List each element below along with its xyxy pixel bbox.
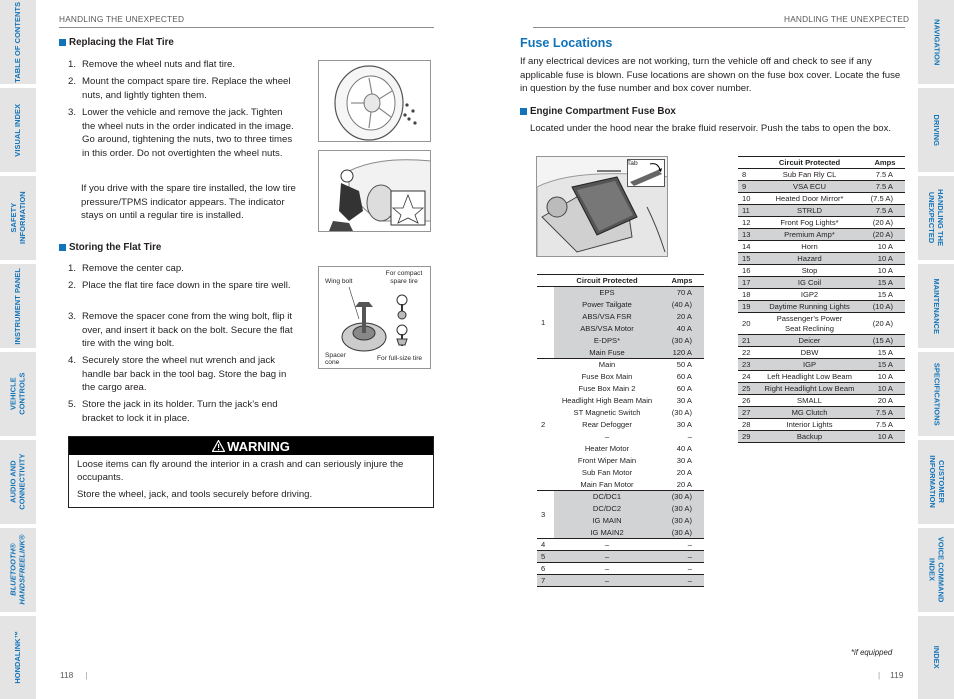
fuse-number: 17 <box>738 277 754 289</box>
amps-cell: – <box>687 564 692 573</box>
circuit-cell: Front Wiper Main <box>577 456 637 465</box>
amps-cell: 30 A <box>676 420 692 429</box>
tab-index[interactable] <box>918 616 954 699</box>
amps-cell: 40 A <box>660 323 704 335</box>
tab-label: HONDALINK™ <box>12 631 22 684</box>
fuse-number: 1 <box>537 287 554 359</box>
table-row <box>738 313 905 335</box>
circuit-cell: Left Headlight Low Beam <box>767 372 852 381</box>
table-row <box>738 335 905 347</box>
circuit-cell: EPS <box>554 287 660 299</box>
table-row <box>537 539 704 551</box>
amps-cell: (20 A) <box>872 319 893 328</box>
amps-cell: – <box>660 551 704 563</box>
table-row <box>537 491 704 503</box>
table-header <box>738 157 754 169</box>
table-row <box>738 253 905 265</box>
table-row <box>537 503 704 515</box>
wing-bolt-illustration <box>318 266 431 369</box>
table-row <box>738 431 905 443</box>
fuse-number: 16 <box>742 266 751 275</box>
circuit-cell: Horn <box>801 242 818 251</box>
amps-cell: 7.5 A <box>865 407 905 419</box>
amps-cell: (20 A) <box>872 218 893 227</box>
tab-label: AUDIO AND CONNECTIVITY <box>8 453 27 511</box>
full-size-label: For full-size tire <box>377 355 423 362</box>
circuit-cell: Main <box>598 360 616 370</box>
table-row <box>537 311 704 323</box>
fuse-number: 25 <box>738 383 754 395</box>
amps-cell: 15 A <box>865 359 905 371</box>
amps-cell: (20 A) <box>865 229 905 241</box>
tab-label: MAINTENANCE <box>932 278 942 334</box>
circuit-cell: DBW <box>800 348 819 357</box>
list-item: 1. Remove the center cap. <box>68 263 184 274</box>
tab-visual-index[interactable] <box>0 88 36 172</box>
amps-cell: (30 A) <box>660 527 704 539</box>
fuse-number: 11 <box>738 205 754 217</box>
list-item: 2. Mount the compact spare tire. Replace the wheel nuts, and lightly tighten them. <box>68 76 291 101</box>
bullet-square-icon <box>59 244 66 251</box>
tab-audio-connectivity[interactable] <box>0 440 36 524</box>
circuit-cell: IGP <box>754 359 865 371</box>
circuit-cell: IG MAIN2 <box>554 527 660 539</box>
circuit-cell: ST Magnetic Switch <box>573 408 641 417</box>
table-row <box>537 467 704 479</box>
amps-cell: 7.5 A <box>875 170 893 179</box>
fuse-number: 29 <box>738 431 754 443</box>
tab-label: SPECIFICATIONS <box>932 362 942 426</box>
running-head-right: HANDLING THE UNEXPECTED <box>784 14 910 24</box>
amps-cell: 7.5 A <box>865 205 905 217</box>
amps-cell: 40 A <box>676 444 692 453</box>
divider <box>59 27 434 28</box>
circuit-cell: Passenger’s Power Seat Reclining <box>776 313 843 333</box>
fuse-number: 10 <box>742 194 751 203</box>
fuse-number: 20 <box>742 319 751 328</box>
fuse-number: 28 <box>742 420 751 429</box>
table-row <box>537 431 704 443</box>
tab-label: SAFETY INFORMATION <box>8 191 27 245</box>
amps-cell: – <box>687 432 692 441</box>
fuse-number: 15 <box>738 253 754 265</box>
table-row <box>537 287 704 299</box>
table-header <box>537 275 554 287</box>
table-row <box>738 277 905 289</box>
amps-cell: 50 A <box>676 360 692 370</box>
fuse-number: 6 <box>541 564 546 573</box>
tab-label: INDEX <box>932 645 942 670</box>
fuse-table-1 <box>537 274 704 587</box>
section-heading-engine-box: Engine Compartment Fuse Box <box>520 106 676 117</box>
tab-specifications[interactable] <box>918 352 954 436</box>
wheel-nut-illustration <box>318 60 431 142</box>
fuse-number: 2 <box>537 359 554 491</box>
amps-cell: 15 A <box>865 277 905 289</box>
amps-cell: 7.5 A <box>865 181 905 193</box>
divider <box>533 27 905 28</box>
amps-cell: 60 A <box>676 372 692 381</box>
fuse-number: 8 <box>742 170 747 179</box>
fuse-number: 12 <box>742 218 751 227</box>
table-row <box>537 395 704 407</box>
table-row <box>537 299 704 311</box>
circuit-cell: – <box>604 540 610 549</box>
table-row <box>738 359 905 371</box>
amps-cell: 15 A <box>877 290 893 299</box>
tab-label: CUSTOMER INFORMATION <box>928 455 946 509</box>
fuse-number: 22 <box>742 348 751 357</box>
table-row <box>537 455 704 467</box>
table-header: Circuit Protected <box>554 275 660 287</box>
amps-cell: 70 A <box>660 287 704 299</box>
table-row <box>537 323 704 335</box>
list-item: 3. Remove the spacer cone from the wing bolt, flip it over, and insert it back on the bolt. Secure the flat tire with the wing bolt. <box>68 311 293 350</box>
circuit-cell: VSA ECU <box>754 181 865 193</box>
intro-paragraph: If any electrical devices are not working, turn the vehicle off and check to see if any applicable fuse is blown. Fuse locations are shown on the fuse box cover. Locate the fuse in question by the fuse number and box cover number. <box>520 56 901 95</box>
compact-spare-label: For compact spare tire <box>385 270 423 285</box>
table-row <box>738 289 905 301</box>
fuse-number: 13 <box>738 229 754 241</box>
circuit-cell: DC/DC2 <box>554 503 660 515</box>
circuit-cell: IG MAIN <box>554 515 660 527</box>
circuit-cell: Daytime Running Lights <box>754 301 865 313</box>
table-row <box>537 443 704 455</box>
circuit-cell: ABS/VSA Motor <box>554 323 660 335</box>
table-row <box>537 419 704 431</box>
table-header: Circuit Protected <box>754 157 865 169</box>
circuit-cell: Rear Defogger <box>582 420 632 429</box>
circuit-cell: Interior Lights <box>786 420 833 429</box>
tab-label: DRIVING <box>932 114 942 146</box>
circuit-cell: E-DPS* <box>554 335 660 347</box>
circuit-cell: – <box>554 551 660 563</box>
amps-cell: (40 A) <box>660 299 704 311</box>
fuse-number: 19 <box>738 301 754 313</box>
circuit-cell: Fuse Box Main <box>581 372 633 381</box>
tab-bluetooth-handsfreelink[interactable] <box>0 528 36 612</box>
circuit-cell: Sub Fan Motor <box>581 468 633 477</box>
amps-cell: – <box>660 575 704 587</box>
warning-text: Store the wheel, jack, and tools securely before driving. <box>77 489 313 500</box>
circuit-cell: Right Headlight Low Beam <box>754 383 865 395</box>
tab-vehicle-controls[interactable] <box>0 352 36 436</box>
fuse-number: 4 <box>541 540 546 549</box>
tab-hondalink[interactable] <box>0 616 36 699</box>
fuse-number: 21 <box>738 335 754 347</box>
fuse-table-2 <box>738 156 905 443</box>
amps-cell: (7.5 A) <box>870 194 893 203</box>
page-title: Fuse Locations <box>520 36 613 50</box>
table-row <box>738 241 905 253</box>
circuit-cell: – <box>604 564 610 573</box>
tab-label: Tab <box>627 160 638 167</box>
amps-cell: 20 A <box>676 468 692 477</box>
circuit-cell: – <box>604 432 610 441</box>
warning-header: WARNING <box>69 437 433 455</box>
list-item: 4. Securely store the wheel nut wrench and jack handle bar back in the tool bag. Store the bag in the cargo area. <box>68 355 287 394</box>
tab-label: TABLE OF CONTENTS <box>12 1 22 83</box>
fuse-number: 26 <box>742 396 751 405</box>
fuse-number: 27 <box>738 407 754 419</box>
wing-bolt-label: Wing bolt <box>325 278 353 285</box>
list-item: 3. Lower the vehicle and remove the jack. Tighten the wheel nuts in the order indicated in the image. Go around, tightening the nuts, two to three times in this order. Do not overtighten the wheel nuts. <box>68 107 294 159</box>
table-row <box>537 383 704 395</box>
list-item: 1. Remove the wheel nuts and flat tire. <box>68 59 236 70</box>
table-row <box>537 563 704 575</box>
tab-instrument-panel[interactable] <box>0 264 36 348</box>
table-row <box>537 551 704 563</box>
tab-customer-information[interactable] <box>918 440 954 524</box>
amps-cell: 30 A <box>676 456 692 465</box>
table-row <box>537 347 704 359</box>
table-row <box>537 335 704 347</box>
table-row <box>738 193 905 205</box>
table-row <box>738 169 905 181</box>
circuit-cell: MG Clutch <box>754 407 865 419</box>
list-item: 2. Place the flat tire face down in the spare tire well. <box>68 280 291 291</box>
tab-driving[interactable] <box>918 88 954 172</box>
tab-label: BLUETOOTH® HANDSFREELINK® <box>8 534 27 606</box>
amps-cell: 20 A <box>877 396 893 405</box>
amps-cell: (30 A) <box>660 515 704 527</box>
fuse-number: 3 <box>537 491 554 539</box>
table-row <box>738 371 905 383</box>
fuse-number: 5 <box>537 551 554 563</box>
circuit-cell: Headlight High Beam Main <box>561 396 653 405</box>
tab-voice-command-index[interactable] <box>918 528 954 612</box>
amps-cell: 20 A <box>660 311 704 323</box>
amps-cell: (30 A) <box>671 408 692 417</box>
table-row <box>537 515 704 527</box>
circuit-cell: Heater Motor <box>584 444 630 453</box>
table-row <box>738 347 905 359</box>
circuit-cell: Power Tailgate <box>554 299 660 311</box>
amps-cell: (30 A) <box>660 503 704 515</box>
table-row <box>738 229 905 241</box>
tab-safety-information[interactable] <box>0 176 36 260</box>
amps-cell: 10 A <box>865 431 905 443</box>
circuit-cell: Stop <box>801 266 818 275</box>
page-number-right: | 119 <box>878 670 904 680</box>
list-item: 5. Store the jack in its holder. Turn the jack’s end bracket to lock it in place. <box>68 399 278 424</box>
fuse-number: 24 <box>742 372 751 381</box>
table-header: Amps <box>660 275 704 287</box>
lower-jack-illustration <box>318 150 431 232</box>
tab-maintenance[interactable] <box>918 264 954 348</box>
circuit-cell: SMALL <box>797 396 822 405</box>
amps-cell: (30 A) <box>660 491 704 503</box>
spacer-cone-label: Spacer cone <box>325 352 346 366</box>
tab-handling-unexpected[interactable] <box>918 176 954 260</box>
circuit-cell: – <box>554 575 660 587</box>
amps-cell: 20 A <box>676 479 692 489</box>
circuit-cell: DC/DC1 <box>554 491 660 503</box>
table-row <box>537 527 704 539</box>
circuit-cell: IG Coil <box>754 277 865 289</box>
running-head-left: HANDLING THE UNEXPECTED <box>59 14 185 24</box>
fuse-number: 14 <box>742 242 751 251</box>
amps-cell: 7.5 A <box>875 420 893 429</box>
amps-cell: 15 A <box>877 348 893 357</box>
tab-label: INSTRUMENT PANEL <box>12 267 22 345</box>
table-row <box>738 301 905 313</box>
section-heading-replacing: Replacing the Flat Tire <box>59 37 174 48</box>
table-row <box>537 407 704 419</box>
engine-fuse-box-illustration <box>536 156 668 257</box>
circuit-cell: Hazard <box>754 253 865 265</box>
circuit-cell: Premium Amp* <box>754 229 865 241</box>
amps-cell: 10 A <box>877 266 893 275</box>
table-header: Amps <box>865 157 905 169</box>
table-row <box>537 359 704 371</box>
amps-cell: 10 A <box>877 242 893 251</box>
tab-label: NAVIGATION <box>932 18 942 66</box>
warning-box <box>68 436 434 508</box>
circuit-cell: Sub Fan Rly CL <box>782 170 837 179</box>
circuit-cell: IGP2 <box>800 290 819 299</box>
circuit-cell: Backup <box>754 431 865 443</box>
tab-label: VISUAL INDEX <box>12 103 22 157</box>
fuse-number: 7 <box>537 575 554 587</box>
amps-cell: 60 A <box>676 384 692 393</box>
circuit-cell: Deicer <box>754 335 865 347</box>
table-row <box>738 217 905 229</box>
tab-navigation[interactable] <box>918 0 954 84</box>
amps-cell: (15 A) <box>865 335 905 347</box>
fuse-number: 18 <box>742 290 751 299</box>
table-row <box>738 265 905 277</box>
amps-cell: 10 A <box>865 383 905 395</box>
amps-cell: – <box>687 540 692 549</box>
warning-text: Loose items can fly around the interior in a crash and can seriously injure the occupants. <box>77 459 404 483</box>
tpms-note: If you drive with the spare tire installed, the low tire pressure/TPMS indicator appears. The indicator stays on until a regular tire is installed. <box>81 183 296 222</box>
table-row <box>738 181 905 193</box>
amps-cell: (30 A) <box>660 335 704 347</box>
circuit-cell: Fuse Box Main 2 <box>578 384 636 393</box>
warning-triangle-icon <box>212 440 225 452</box>
fuse-number: 9 <box>738 181 754 193</box>
footnote: *if equipped <box>851 648 893 657</box>
amps-cell: 10 A <box>865 253 905 265</box>
tab-label: VOICE COMMAND INDEX <box>928 537 946 603</box>
tab-label: HANDLING THE UNEXPECTED <box>928 189 946 247</box>
table-row <box>738 407 905 419</box>
table-row <box>738 383 905 395</box>
tab-label: VEHICLE CONTROLS <box>8 372 26 416</box>
amps-cell: 10 A <box>877 372 893 381</box>
table-row <box>537 575 704 587</box>
circuit-cell: Heated Door Mirror* <box>775 194 844 203</box>
amps-cell: 120 A <box>660 347 704 359</box>
bullet-square-icon <box>59 39 66 46</box>
circuit-cell: ABS/VSA FSR <box>554 311 660 323</box>
circuit-cell: Main Fuse <box>554 347 660 359</box>
table-row <box>537 479 704 491</box>
table-row <box>537 371 704 383</box>
fuse-number: 23 <box>738 359 754 371</box>
table-row <box>738 419 905 431</box>
amps-cell: 30 A <box>676 396 692 405</box>
amps-cell: (10 A) <box>865 301 905 313</box>
circuit-cell: Main Fan Motor <box>580 479 634 489</box>
circuit-cell: Front Fog Lights* <box>780 218 839 227</box>
tab-table-of-contents[interactable] <box>0 0 36 84</box>
engine-box-location: Located under the hood near the brake fluid reservoir. Push the tabs to open the box. <box>530 123 892 134</box>
page-number-left: 118 | <box>60 670 88 680</box>
circuit-cell: STRLD <box>754 205 865 217</box>
table-row <box>738 205 905 217</box>
bullet-square-icon <box>520 108 527 115</box>
section-heading-storing: Storing the Flat Tire <box>59 242 161 253</box>
table-row <box>738 395 905 407</box>
